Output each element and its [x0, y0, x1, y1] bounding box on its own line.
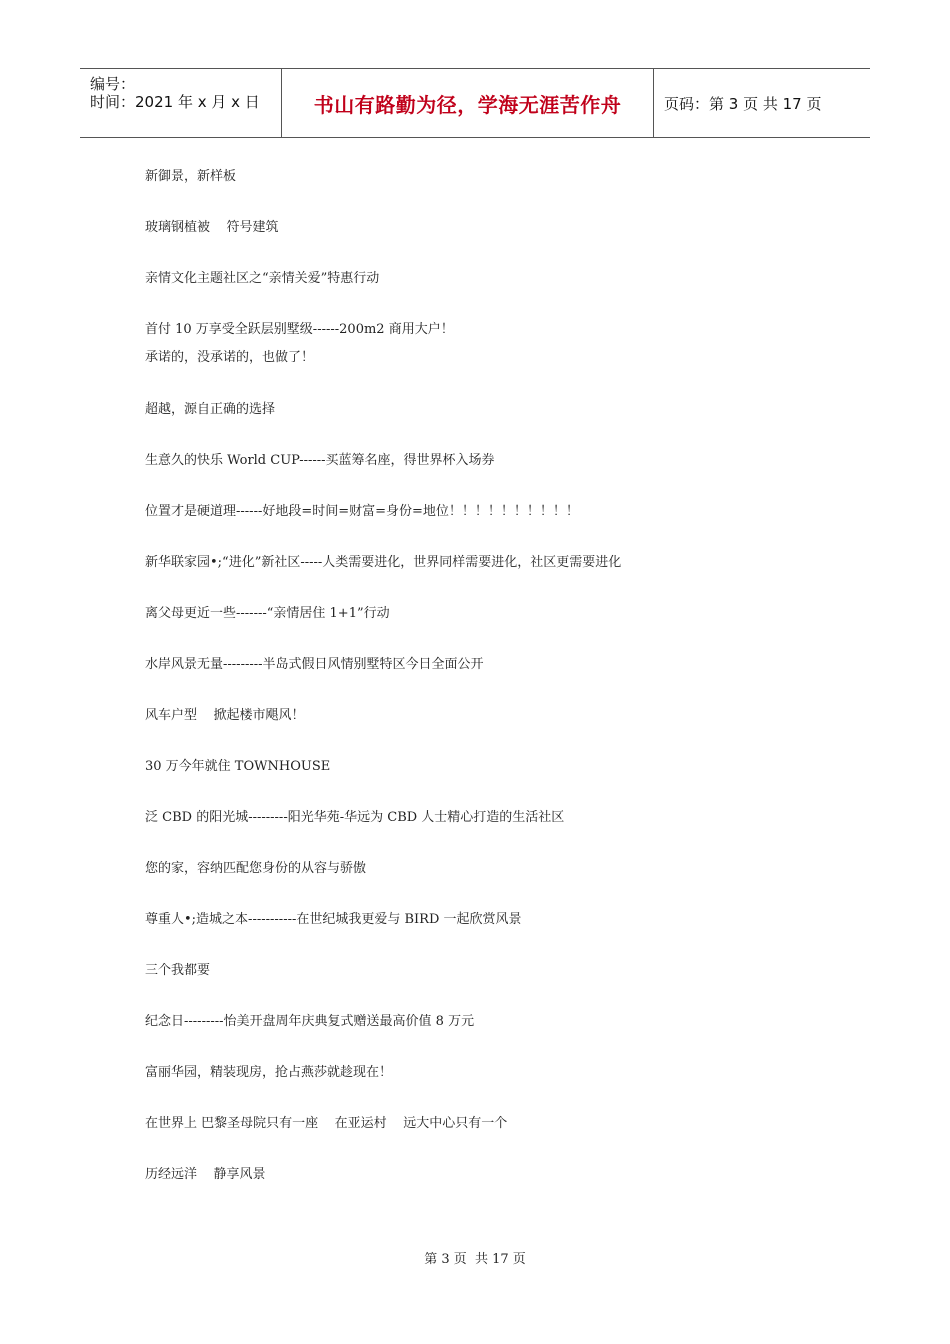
- slogan-line: 纪念日---------怡美开盘周年庆典复式赠送最高价值 8 万元: [145, 1014, 475, 1029]
- slogan-line: 承诺的，没承诺的，也做了！: [145, 350, 315, 365]
- page-footer: 第 3 页 共 17 页: [424, 1252, 526, 1267]
- slogan-line: 30 万今年就住 TOWNHOUSE: [145, 759, 331, 774]
- slogan-line: 历经远洋 静享风景: [145, 1167, 266, 1182]
- header-motto: 书山有路勤为径，学海无涯苦作舟: [313, 92, 622, 117]
- slogan-line: 风车户型 掀起楼市飓风！: [145, 708, 305, 723]
- slogan-line: 玻璃钢植被 符号建筑: [145, 220, 279, 235]
- slogan-line: 生意久的快乐 World CUP------买蓝筹名座，得世界杯入场券: [145, 453, 495, 468]
- slogan-line: 超越，源自正确的选择: [145, 402, 276, 417]
- slogan-line: 您的家，容纳匹配您身份的从容与骄傲: [145, 861, 367, 876]
- document-date-label: 时间：2021 年 x 月 x 日: [90, 93, 260, 111]
- slogan-line: 富丽华园，精装现房，抢占燕莎就趁现在！: [145, 1065, 393, 1080]
- header-divider: [653, 69, 654, 137]
- slogan-line: 亲情文化主题社区之“亲情关爱”特惠行动: [145, 271, 380, 286]
- slogan-line: 三个我都要: [145, 963, 211, 978]
- slogan-line: 离父母更近一些-------“亲情居住 1+1”行动: [145, 606, 390, 621]
- slogan-line: 首付 10 万享受全跃层别墅级------200m2 商用大户！: [145, 322, 454, 337]
- document-number-label: 编号：: [90, 75, 136, 93]
- header-page-info: 页码：第 3 页 共 17 页: [664, 94, 822, 113]
- slogan-line: 泛 CBD 的阳光城---------阳光华苑-华远为 CBD 人士精心打造的生活社区: [145, 810, 565, 825]
- slogan-line: 尊重人•;造城之本-----------在世纪城我更爱与 BIRD 一起欣赏风景: [145, 912, 522, 927]
- slogan-line: 位置才是硬道理------好地段=时间=财富=身份=地位！！！！！！！！！！: [145, 504, 579, 519]
- header-meta: [80, 69, 280, 137]
- slogan-line: 新御景，新样板: [145, 169, 237, 184]
- slogan-line: 在世界上 巴黎圣母院只有一座 在亚运村 远大中心只有一个: [145, 1116, 508, 1131]
- slogan-line: 新华联家园•;“进化”新社区-----人类需要进化，世界同样需要进化，社区更需要进化: [145, 555, 622, 570]
- page-header: [80, 68, 870, 138]
- slogan-line: 水岸风景无量---------半岛式假日风情别墅特区今日全面公开: [145, 657, 484, 672]
